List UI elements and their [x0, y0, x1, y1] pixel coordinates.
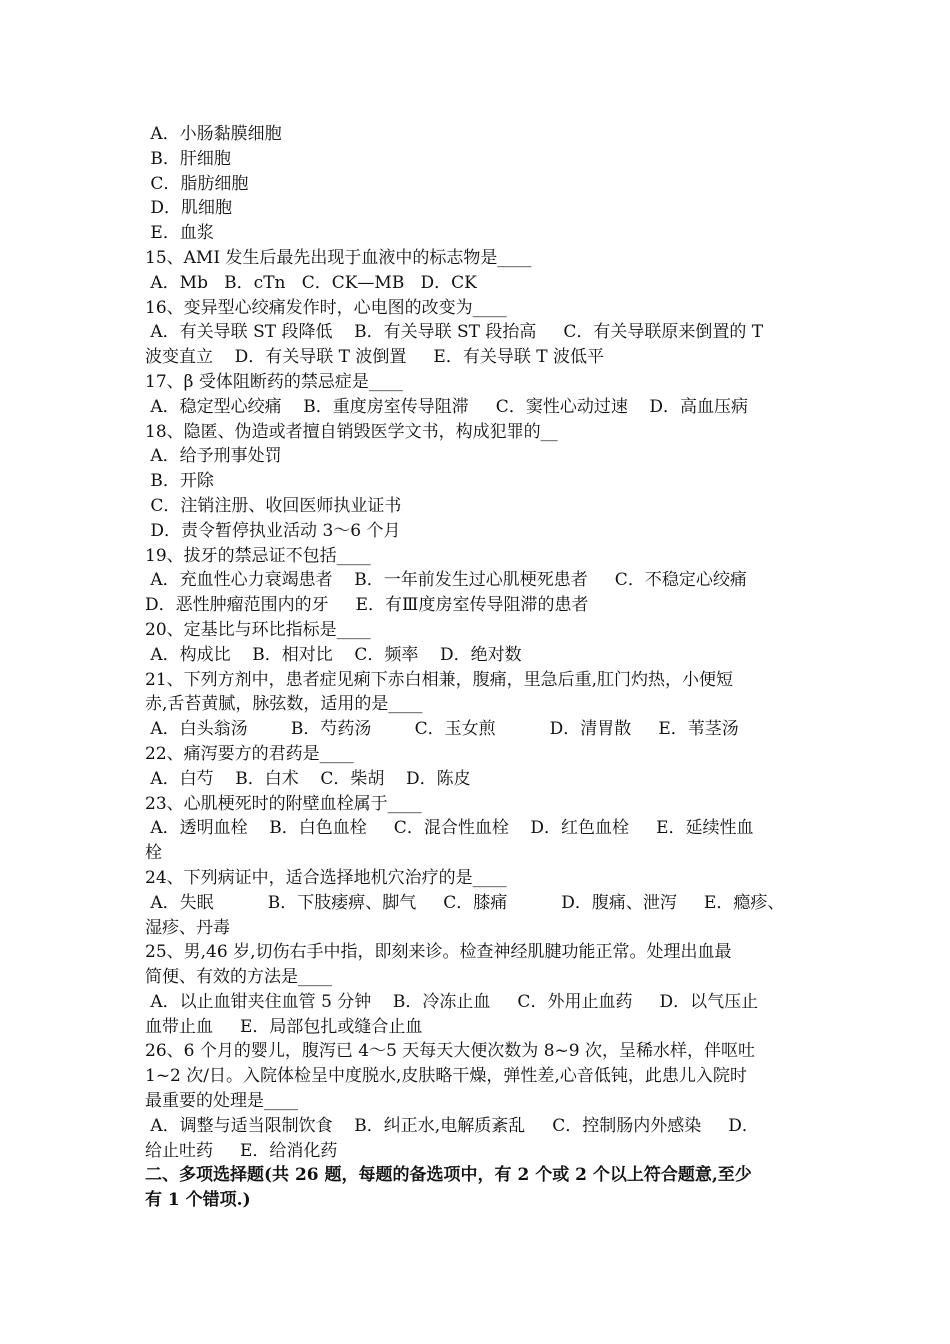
answer-option-line: A．小肠黏膜细胞 — [145, 124, 282, 144]
answer-option-line: A．构成比 B．相对比 C．频率 D．绝对数 — [145, 644, 522, 665]
answer-option-line: D．肌细胞 — [145, 198, 233, 219]
answer-option-line: B．开除 — [145, 471, 214, 492]
question-text-line: 23、心肌梗死时的附壁血栓属于____ — [145, 793, 422, 814]
question-text-line: 25、男,46 岁,切伤右手中指，即刻来诊。检查神经肌腱功能正常。处理出血最 — [145, 942, 732, 963]
question-text-line: 21、下列方剂中，患者症见痢下赤白相兼，腹痛，里急后重,肛门灼热，小便短 — [145, 669, 734, 690]
answer-option-line: A．有关导联 ST 段降低 B．有关导联 ST 段抬高 C．有关导联原来倒置的 T — [145, 322, 764, 343]
question-text-line: 赤,舌苔黄腻，脉弦数，适用的是____ — [145, 694, 423, 715]
answer-option-line: B．肝细胞 — [145, 148, 231, 169]
answer-option-line: A．白头翁汤 B．芍药汤 C．玉女煎 D．清胃散 E．苇茎汤 — [145, 719, 739, 740]
section-heading-line: 有 1 个错项.) — [145, 1190, 251, 1211]
answer-option-line: C．脂肪细胞 — [145, 173, 249, 194]
answer-option-line: 给止吐药 E．给消化药 — [145, 1140, 338, 1161]
question-text-line: 15、AMI 发生后最先出现于血液中的标志物是____ — [145, 247, 532, 268]
document-page — [145, 122, 810, 1213]
answer-option-line: A．稳定型心绞痛 B．重度房室传导阻滞 C．窦性心动过速 D．高血压病 — [145, 396, 749, 417]
answer-option-line: 波变直立 D．有关导联 T 波倒置 E．有关导联 T 波低平 — [145, 347, 604, 368]
question-text-line: 简便、有效的方法是____ — [145, 967, 332, 988]
question-text-line: 16、变异型心绞痛发作时，心电图的改变为____ — [145, 297, 507, 318]
question-text-line: 1~2 次/日。入院体检呈中度脱水,皮肤略干燥，弹性差,心音低钝，此患儿入院时 — [145, 1066, 747, 1087]
question-text-line: 19、拔牙的禁忌证不包括____ — [145, 545, 371, 566]
answer-option-line: A．Mb B．cTn C．CK—MB D．CK — [145, 272, 477, 293]
question-text-line: 17、β 受体阻断药的禁忌症是____ — [145, 371, 403, 392]
answer-option-line: A．调整与适当限制饮食 B．纠正水,电解质紊乱 C．控制肠内外感染 D． — [145, 1115, 759, 1136]
answer-option-line: A．白芍 B．白术 C．柴胡 D．陈皮 — [145, 768, 471, 789]
answer-option-line: A．以止血钳夹住血管 5 分钟 B．冷冻止血 C．外用止血药 D．以气压止 — [145, 991, 759, 1012]
answer-option-line: A．失眠 B．下肢痿痹、脚气 C．膝痛 D．腹痛、泄泻 E．瘾疹、 — [145, 892, 785, 913]
question-text-line: 24、下列病证中，适合选择地机穴治疗的是____ — [145, 867, 507, 888]
question-text-line: 最重要的处理是____ — [145, 1091, 298, 1112]
answer-option-line: D．恶性肿瘤范围内的牙 E．有Ⅲ度房室传导阻滞的患者 — [145, 595, 589, 616]
answer-option-line: 栓 — [145, 843, 162, 864]
answer-option-line: A．透明血栓 B．白色血栓 C．混合性血栓 D．红色血栓 E．延续性血 — [145, 818, 754, 839]
answer-option-line: 湿疹、丹毒 — [145, 917, 230, 938]
answer-option-line: 血带止血 E．局部包扎或缝合止血 — [145, 1016, 423, 1037]
answer-option-line: A．给予刑事处罚 — [145, 446, 282, 467]
question-text-line: 18、隐匿、伪造或者擅自销毁医学文书，构成犯罪的__ — [145, 421, 558, 442]
question-text-line: 20、定基比与环比指标是____ — [145, 619, 371, 640]
answer-option-line: A．充血性心力衰竭患者 B．一年前发生过心肌梗死患者 C．不稳定心绞痛 — [145, 570, 747, 591]
question-text-line: 26、6 个月的婴儿，腹泻已 4～5 天每天大便次数为 8~9 次，呈稀水样，伴呕吐 — [145, 1041, 755, 1062]
answer-option-line: D．责令暂停执业活动 3～6 个月 — [145, 520, 401, 541]
question-text-line: 22、痛泻要方的君药是____ — [145, 743, 354, 764]
section-heading-line: 二、多项选择题(共 26 题，每题的备选项中，有 2 个或 2 个以上符合题意,至少 — [145, 1165, 752, 1186]
answer-option-line: E．血浆 — [145, 223, 214, 244]
answer-option-line: C．注销注册、收回医师执业证书 — [145, 495, 402, 516]
